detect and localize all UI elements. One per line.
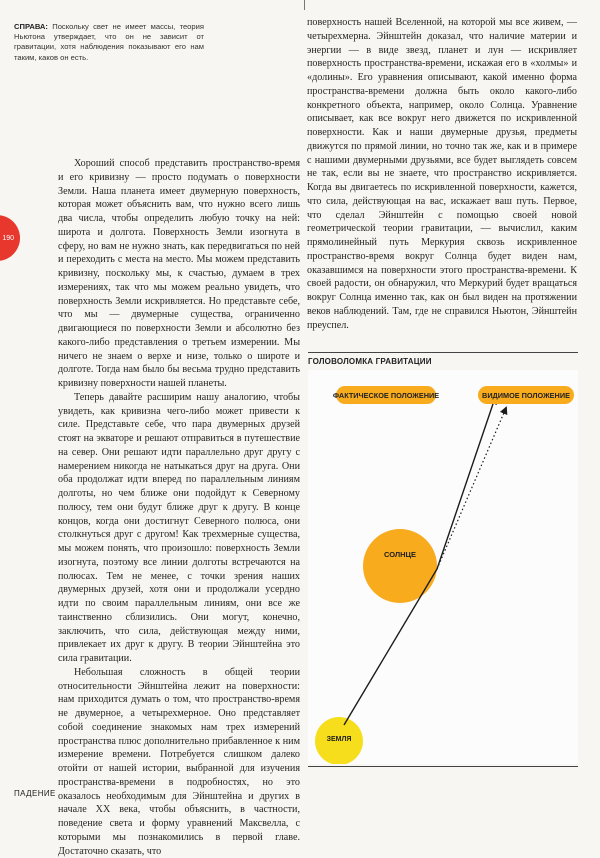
right-text-column <box>307 16 577 332</box>
gravity-puzzle-figure <box>308 370 578 764</box>
footer-section-title: ПАДЕНИЕ <box>14 789 56 798</box>
apparent-position-label: ВИДИМОЕ ПОЛОЖЕНИЕ <box>478 386 574 404</box>
column-divider <box>304 0 305 10</box>
page-number: 190 <box>2 234 14 242</box>
actual-position-label: ФАКТИЧЕСКОЕ ПОЛОЖЕНИЕ <box>336 386 436 404</box>
paragraph: Хороший способ представить пространство-время и его кривизну — просто подумать о поверхности Земли. Наша планета имеет двумерную поверхность, которая может объяснить вам, что нужно всего лишь два числа, чтобы определить любую точку на ней: широта и долгота. Поверхность Земли изогнута в сферу, но вам не нужно знать, как передвигаться по ней и переходить с места на место. Мы можем представить кривизну, поскольку мы, к счастью, думаем в трех измерениях, так что мы можем реально увидеть, что поверхность Земли искривляется. Но представьте себе, что мы — двумерные существа, ограниченно двигающиеся по поверхности Земли и абсолютно без какого-либо представления о третьем измерении. Мы ничего не знаем о верхе и низе, только о широте и долготе. Тогда нам было бы весьма трудно представить кривизну поверхности нашей планеты. <box>58 158 300 389</box>
figure-title: ГОЛОВОЛОМКА ГРАВИТАЦИИ <box>308 352 578 366</box>
paragraph: поверхность нашей Вселенной, на которой мы все живем, — четырехмерна. Эйнштейн доказал, что наличие материи и энергии — в виде звезд, планет и лун — искривляет поверхность пространства-времени, искажая его в «холмы» и «долины». Его уравнения описывают, какой именно форма пространства-времени должна быть около какого-либо конкретного объекта, например, около Солнца. Уравнение описывает, как все вокруг него движется по искривленной поверхности. Как и наши двумерные друзья, предметы движутся по прямой линии, но точно так же, как и в примере с нашими двумерными друзьями, все будет выглядеть совсем не так, если вы не знаете, что пространство искривляется. Когда вы двигаетесь по искривленной поверхности, кажется, что сила, действующая на вас, искажает ваш путь. Первое, что сделал Эйнштейн с помощью своей новой геометрической теории гравитации, — вычислил, каким прямолинейный путь Меркурия сквозь искривленное пространство-время вокруг Солнца будет виден нам, оказавшимся на поверхности этого пространства-времени. К своей радости, он обнаружил, что Меркурий будет вращаться вокруг Солнца именно так, как он был виден на протяжении веков наблюдений. Там, где не справился Ньютон, Эйнштейн преуспел. <box>307 17 577 331</box>
caption-text: Поскольку свет не имеет массы, теория Ньютона утверждает, что он не зависит от гравитации, хотя наблюдения показывают его нам таким, каков он есть. <box>14 22 204 62</box>
earth-label: ЗЕМЛЯ <box>326 736 352 743</box>
sun-circle <box>363 529 437 603</box>
paragraph: Теперь давайте расширим нашу аналогию, чтобы увидеть, как кривизна чего-либо может привести к силе. Представьте себе, что пара двумерных друзей стоят на экваторе и решают отправиться в путешествие на север. Они решают идти параллельно друг другу с намерением никогда не натыкаться друг на друга. Они оба продолжат идти вперед по параллельным линиям долготы, но чем ближе они подойдут к Северному полюсу, тем они будут ближе друг к другу. В конце концов, когда они достигнут Северного полюса, они столкнуться друг с другом! Как трехмерные существа, мы можем понять, что произошло: поверхность Земли изогнута, поэтому все линии долготы встречаются на полюсах. Тем не менее, с точки зрения наших двумерных друзей, хотя они и продолжали усердно идти по своим параллельным линиям, они все же таинственно сблизились. Они могут, конечно, заключить, что сила, действующая между ними, привлекает их друг к другу. В теории Эйнштейна это сила гравитации. <box>58 391 300 664</box>
figure-caption <box>14 22 204 63</box>
apparent-line-dotted <box>437 408 506 569</box>
footer-rule <box>308 766 578 767</box>
page-number-tab <box>0 215 20 261</box>
paragraph: Небольшая сложность в общей теории относительности Эйнштейна лежит на поверхности: нам приходится думать о том, что пространство-время не двумерное, а четырехмерное. Оно представляет собой соединение знакомых нам трех измерений пространства плюс дополнительно прибавленное к ним измерение времени. Потребуется слишком далеко отойти от нашей истории, выбранной для изучения пространства-времени в подробностях, но это оказалось необходимым для Эйнштейна и других в начале XX века, чтобы объяснить, в частности, поведение света и форму уравнений Максвелла, с которыми мы познакомились в первой главе. Достаточно сказать, что <box>58 666 300 857</box>
sun-label: СОЛНЦЕ <box>383 550 417 559</box>
caption-label: СПРАВА: <box>14 22 48 31</box>
figure-drawing <box>308 370 578 764</box>
left-text-column <box>58 157 300 858</box>
